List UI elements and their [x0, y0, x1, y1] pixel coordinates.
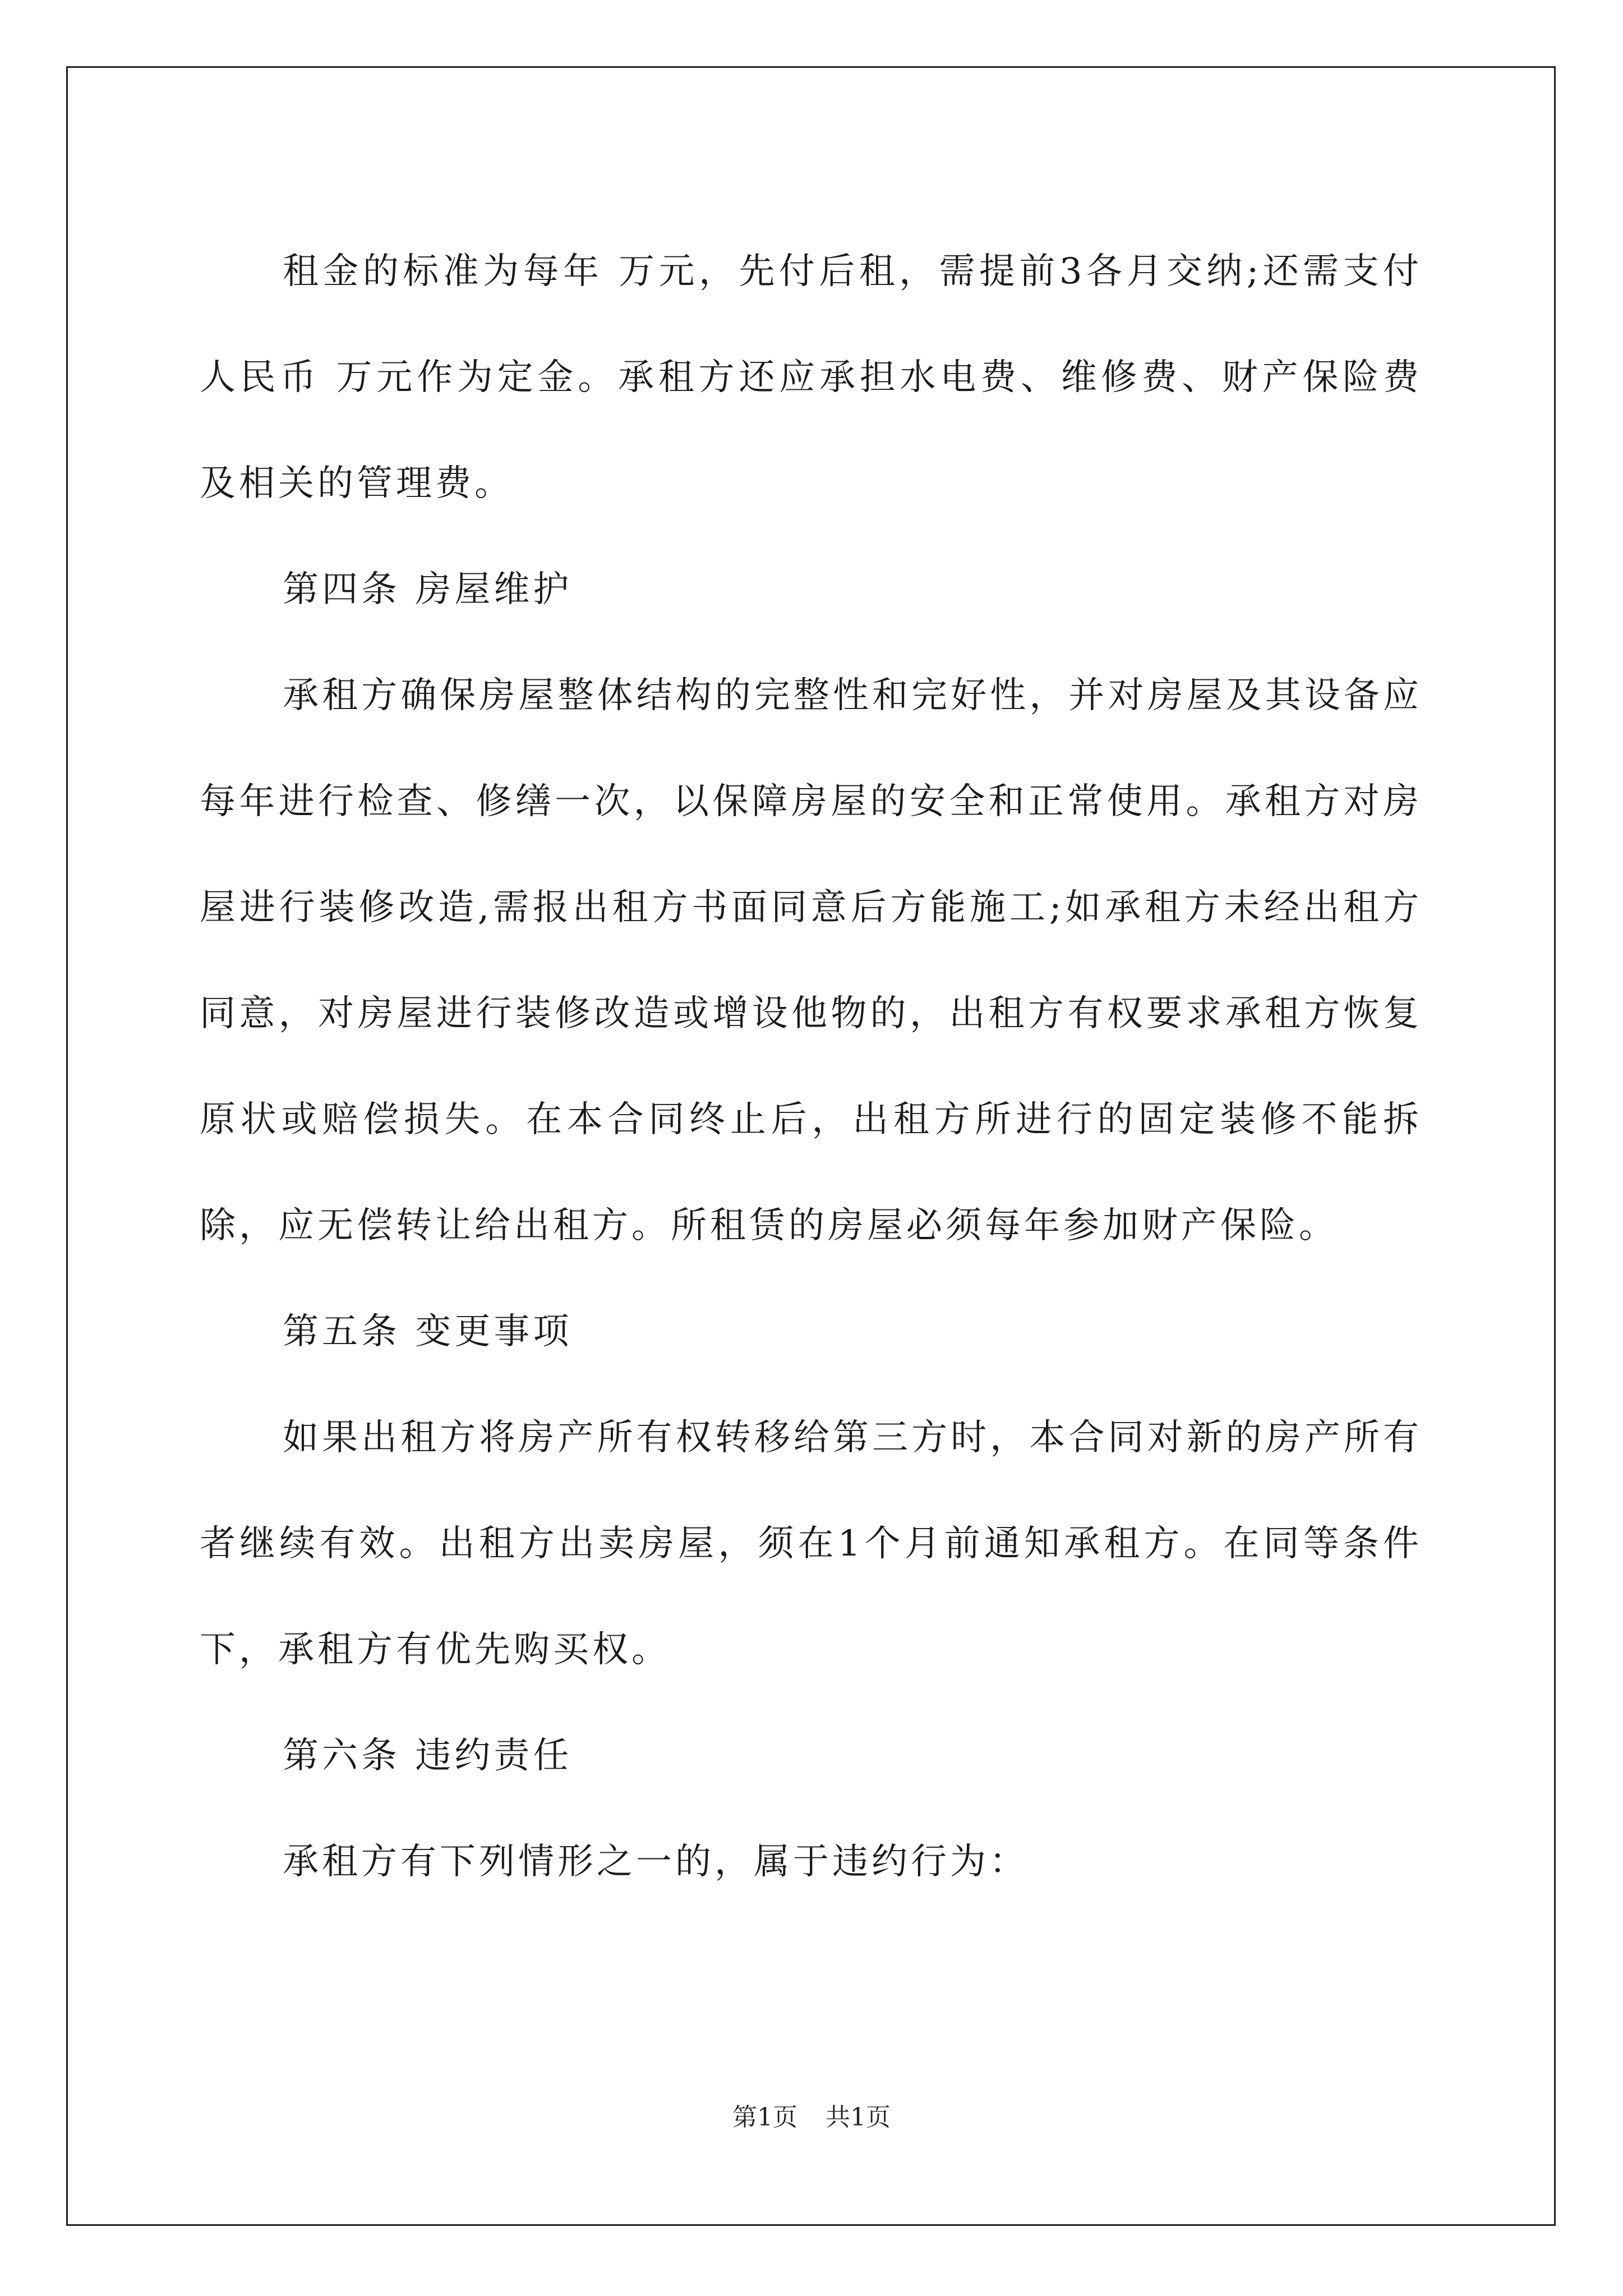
heading-article-5: 第五条 变更事项: [283, 1311, 573, 1352]
paragraph-changes: 如果出租方将房产所有权转移给第三方时，本合同对新的房产所有者继续有效。出租方出卖房屋，须在1个月前通知承租方。在同等条件下，承租方有优先购买权。: [200, 1417, 1422, 1671]
heading-article-4: 第四条 房屋维护: [283, 569, 573, 610]
heading-article-6: 第六条 违约责任: [283, 1735, 573, 1777]
document-body: [200, 219, 1422, 1915]
paragraph-breach-intro: 承租方有下列情形之一的，属于违约行为：: [283, 1841, 1029, 1883]
paragraph-rent-terms: 租金的标准为每年 万元，先付后租，需提前3各月交纳;还需支付人民币 万元作为定金。承租方还应承担水电费、维修费、财产保险费及相关的管理费。: [200, 251, 1422, 504]
paragraph-house-maintenance: 承租方确保房屋整体结构的完整性和完好性，并对房屋及其设备应每年进行检查、修缮一次，以保障房屋的安全和正常使用。承租方对房屋进行装修改造,需报出租方书面同意后方能施工;如承租方未经出租方同意，对房屋进行装修改造或增设他物的，出租方有权要求承租方恢复原状或赔偿损失。在本合同终止后，出租方所进行的固定装修不能拆除，应无偿转让给出租方。所租赁的房屋必须每年参加财产保险。: [200, 675, 1422, 1246]
page-footer: [0, 2101, 1623, 2134]
page-number-total: 共1页: [826, 2103, 891, 2132]
page-number-current: 第1页: [732, 2103, 797, 2132]
